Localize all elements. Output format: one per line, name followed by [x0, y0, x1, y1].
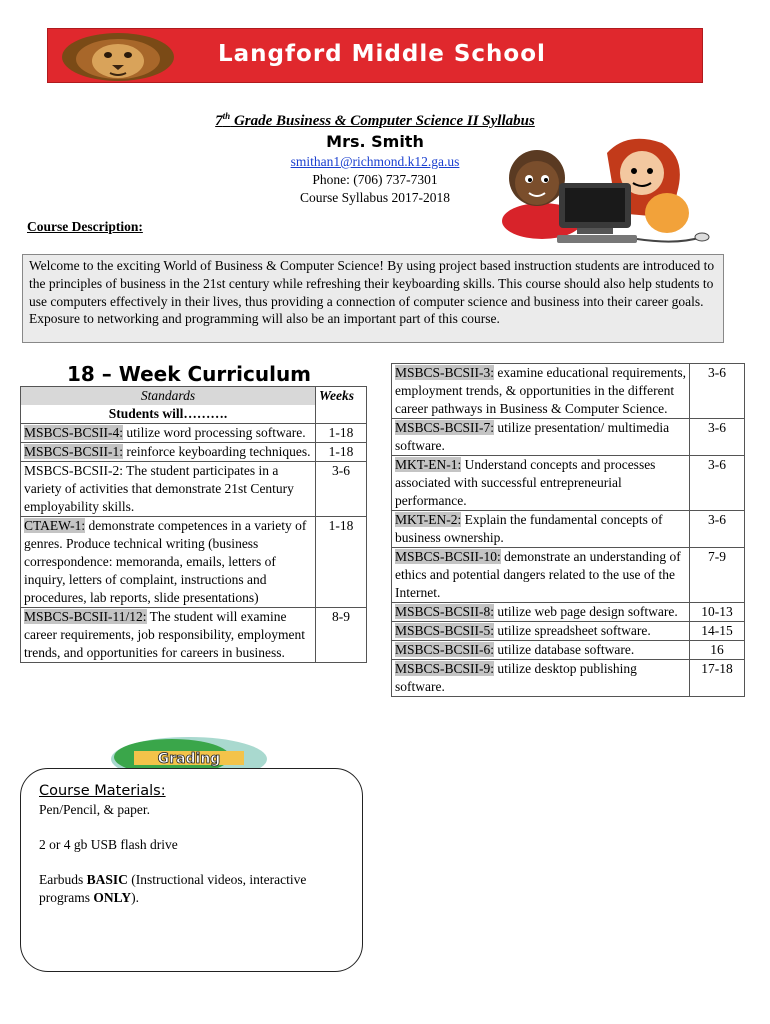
grading-label: Grading: [157, 751, 221, 767]
standard-cell: [392, 511, 690, 548]
week-cell: 3-6: [690, 456, 745, 511]
week-cell: 3-6: [690, 511, 745, 548]
standard-cell: [21, 517, 316, 608]
standard-text: utilize word processing software.: [123, 425, 306, 440]
table-row: [21, 462, 367, 517]
table-row: [392, 660, 745, 697]
standard-code: MKT-EN-1:: [395, 457, 462, 472]
table-row: [392, 511, 745, 548]
teacher-email-link[interactable]: smithan1@richmond.k12.ga.us: [290, 154, 460, 169]
standard-cell: [392, 548, 690, 603]
weeks-header: Weeks: [316, 387, 367, 424]
standard-text: utilize database software.: [494, 642, 635, 657]
lion-mascot-icon: [58, 31, 178, 82]
standards-header: Standards: [21, 387, 315, 405]
standard-cell: [21, 443, 316, 462]
course-year: Course Syllabus 2017-2018: [300, 190, 450, 205]
standard-text: utilize web page design software.: [494, 604, 678, 619]
standard-text: reinforce keyboarding techniques.: [123, 444, 311, 459]
standard-code: MSBCS-BCSII-6:: [395, 642, 495, 657]
standard-code: MSBCS-BCSII-11/12:: [24, 609, 147, 624]
week-cell: 14-15: [690, 622, 745, 641]
kids-at-computer-icon: [497, 133, 713, 245]
table-row: [392, 456, 745, 511]
table-row: [392, 622, 745, 641]
week-cell: 3-6: [690, 419, 745, 456]
standard-text: examine educational requirements, employment trends, & opportunities in the different career pathways in Business & Computer Science.: [395, 365, 686, 416]
course-materials-box: [20, 768, 363, 972]
teacher-name: Mrs. Smith: [326, 132, 424, 151]
table-header-row: [21, 387, 367, 424]
course-description-box: Welcome to the exciting World of Business & Computer Science! By using project based instruction students are introduced to the principles of business in the 21st century while refreshing their keyboarding skills. This course should also help students to use computers effectively in their lives, thus providing a connection of computer science and business into their career goals. Exposure to networking and programming will also be an important part of this course.: [22, 254, 724, 343]
standard-text: MSBCS-BCSII-2: The student participates in a variety of activities that demonstrate 21st Century employability skills.: [24, 463, 294, 514]
week-cell: 1-18: [316, 517, 367, 608]
standard-code: MSBCS-BCSII-5:: [395, 623, 495, 638]
school-banner: [47, 28, 703, 83]
standard-code: MSBCS-BCSII-7:: [395, 420, 495, 435]
material-item: 2 or 4 gb USB flash drive: [39, 837, 178, 852]
table-row: [392, 548, 745, 603]
phone-number: Phone: (706) 737-7301: [312, 172, 438, 187]
standard-cell: [21, 608, 316, 663]
standard-code: CTAEW-1:: [24, 518, 86, 533]
standard-text: utilize spreadsheet software.: [494, 623, 651, 638]
standard-cell: [21, 462, 316, 517]
table-row: [392, 364, 745, 419]
standards-table-right: [391, 363, 745, 697]
standard-text: utilize presentation/ multimedia software.: [395, 420, 670, 453]
standards-table-left: [20, 386, 367, 663]
standard-text: The student will examine career requirements, job responsibility, employment trends, and opportunities for careers in business.: [24, 609, 306, 660]
standard-code: MSBCS-BCSII-8:: [395, 604, 495, 619]
standard-text: Understand concepts and processes associated with successful entrepreneurial performance.: [395, 457, 656, 508]
curriculum-title: 18 – Week Curriculum: [67, 362, 312, 386]
course-description-label: Course Description:: [27, 219, 143, 234]
week-cell: 3-6: [316, 462, 367, 517]
table-row: [392, 603, 745, 622]
standard-text: utilize desktop publishing software.: [395, 661, 637, 694]
week-cell: 8-9: [316, 608, 367, 663]
standard-cell: [21, 424, 316, 443]
standard-cell: [392, 603, 690, 622]
week-cell: 3-6: [690, 364, 745, 419]
material-item: Pen/Pencil, & paper.: [39, 802, 150, 817]
table-row: [21, 424, 367, 443]
students-will-header: Students will……….: [108, 406, 228, 421]
standard-code: MSBCS-BCSII-1:: [24, 444, 124, 459]
standard-text: Explain the fundamental concepts of business ownership.: [395, 512, 663, 545]
standard-text: demonstrate an understanding of ethics and potential dangers related to the use of the Internet.: [395, 549, 681, 600]
school-name: Langford Middle School: [218, 41, 546, 67]
material-item: Earbuds BASIC (Instructional videos, interactive programs ONLY).: [39, 872, 307, 905]
table-row: [392, 641, 745, 660]
standard-cell: [392, 641, 690, 660]
standard-code: MSBCS-BCSII-4:: [24, 425, 124, 440]
standard-code: MKT-EN-2:: [395, 512, 462, 527]
standard-cell: [392, 456, 690, 511]
standard-cell: [392, 419, 690, 456]
week-cell: 7-9: [690, 548, 745, 603]
table-row: [21, 608, 367, 663]
table-row: [21, 517, 367, 608]
standard-cell: [392, 364, 690, 419]
standard-code: MSBCS-BCSII-10:: [395, 549, 501, 564]
syllabus-title: 7th Grade Business & Computer Science II Syllabus: [215, 111, 535, 129]
course-materials-title: Course Materials:: [39, 783, 166, 799]
week-cell: 10-13: [690, 603, 745, 622]
standard-text: demonstrate competences in a variety of genres. Produce technical writing (business correspondence: memoranda, emails, letters of inquiry, letters of complaint, instructions and procedures, lab reports, slide presentations): [24, 518, 307, 605]
week-cell: 17-18: [690, 660, 745, 697]
table-row: [392, 419, 745, 456]
week-cell: 1-18: [316, 443, 367, 462]
standard-code: MSBCS-BCSII-9:: [395, 661, 495, 676]
standard-cell: [392, 622, 690, 641]
week-cell: 1-18: [316, 424, 367, 443]
table-row: [21, 443, 367, 462]
standard-code: MSBCS-BCSII-3:: [395, 365, 495, 380]
week-cell: 16: [690, 641, 745, 660]
standard-cell: [392, 660, 690, 697]
